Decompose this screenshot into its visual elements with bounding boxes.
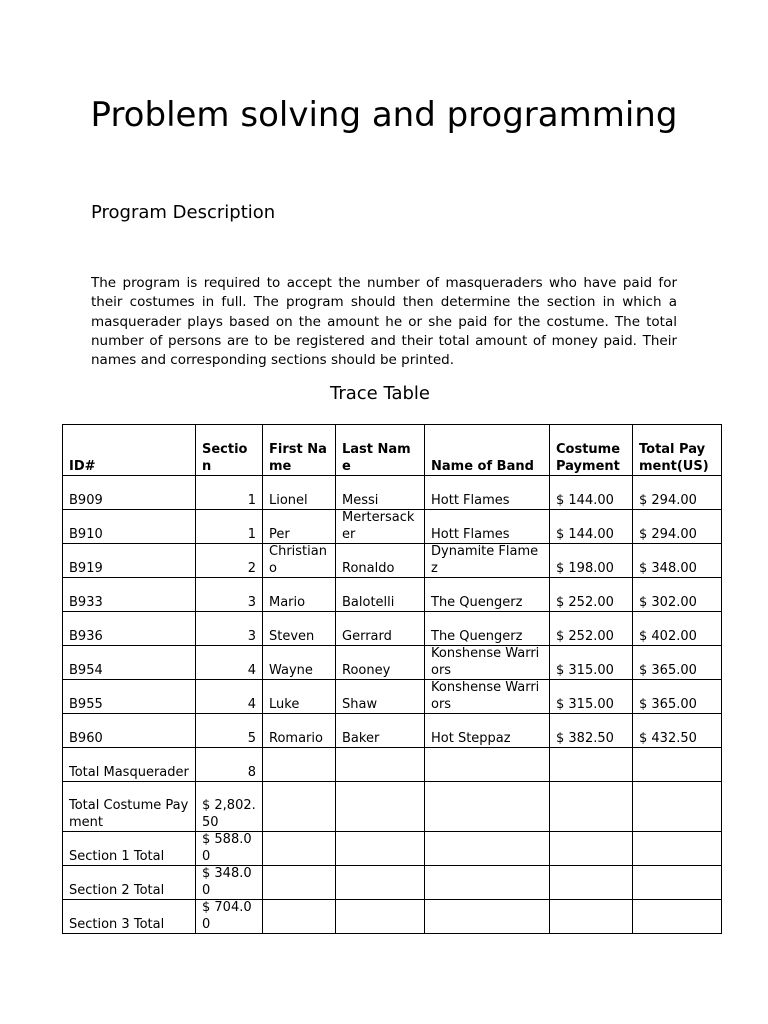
table-cell: 1 (196, 476, 263, 510)
table-cell: $ 252.00 (550, 612, 633, 646)
summary-cell: $ 588.00 (196, 832, 263, 866)
document-title: Problem solving and programming (90, 95, 678, 135)
table-cell: $ 294.00 (633, 476, 722, 510)
table-cell: Mario (263, 578, 336, 612)
table-cell: Luke (263, 680, 336, 714)
table-cell: $ 302.00 (633, 578, 722, 612)
table-row (63, 646, 722, 680)
table-cell: $ 144.00 (550, 510, 633, 544)
program-description: The program is required to accept the number of masqueraders who have paid for their costumes in full. The program should then determine the section in which a masquerader plays based on the amount he or she paid for the costume. The total number of persons are to be registered and their total amount of money paid. Their names and corresponding sections should be printed. (91, 275, 677, 369)
header-cell: Last Name (336, 425, 425, 476)
empty-cell (633, 748, 722, 782)
summary-row (63, 832, 722, 866)
table-cell: 4 (196, 680, 263, 714)
table-cell: 1 (196, 510, 263, 544)
empty-cell (263, 832, 336, 866)
table-cell: $ 252.00 (550, 578, 633, 612)
header-cell: First Name (263, 425, 336, 476)
table-cell: Steven (263, 612, 336, 646)
table-cell: Hot Steppaz (425, 714, 550, 748)
table-cell: Messi (336, 476, 425, 510)
empty-cell (550, 832, 633, 866)
table-cell: Ronaldo (336, 544, 425, 578)
empty-cell (550, 748, 633, 782)
table-cell: $ 315.00 (550, 680, 633, 714)
summary-cell: $ 348.00 (196, 866, 263, 900)
summary-row (63, 782, 722, 832)
empty-cell (425, 900, 550, 934)
table-row (63, 510, 722, 544)
empty-cell (550, 900, 633, 934)
table-cell: Dynamite Flamez (425, 544, 550, 578)
summary-cell: Total Costume Payment (63, 782, 196, 832)
header-cell: Total Payment(US) (633, 425, 722, 476)
empty-cell (425, 832, 550, 866)
table-cell: Hott Flames (425, 476, 550, 510)
empty-cell (263, 782, 336, 832)
table-cell: 5 (196, 714, 263, 748)
table-cell: Per (263, 510, 336, 544)
table-cell: 3 (196, 612, 263, 646)
summary-cell: Section 3 Total (63, 900, 196, 934)
table-cell: The Quengerz (425, 612, 550, 646)
table-cell: Balotelli (336, 578, 425, 612)
empty-cell (633, 782, 722, 832)
table-row (63, 612, 722, 646)
table-cell: Romario (263, 714, 336, 748)
table-cell: B954 (63, 646, 196, 680)
empty-cell (425, 748, 550, 782)
empty-cell (336, 866, 425, 900)
summary-row (63, 866, 722, 900)
header-cell: Name of Band (425, 425, 550, 476)
table-cell: $ 365.00 (633, 646, 722, 680)
table-cell: $ 402.00 (633, 612, 722, 646)
table-cell: B919 (63, 544, 196, 578)
table-row (63, 544, 722, 578)
header-cell: Costume Payment (550, 425, 633, 476)
summary-row (63, 900, 722, 934)
summary-cell: Section 2 Total (63, 866, 196, 900)
summary-row (63, 748, 722, 782)
table-cell: Mertersacker (336, 510, 425, 544)
table-cell: Lionel (263, 476, 336, 510)
table-cell: Hott Flames (425, 510, 550, 544)
empty-cell (336, 900, 425, 934)
table-row (63, 578, 722, 612)
header-cell: ID# (63, 425, 196, 476)
table-cell: $ 315.00 (550, 646, 633, 680)
table-title: Trace Table (329, 383, 431, 404)
empty-cell (550, 866, 633, 900)
table-cell: B955 (63, 680, 196, 714)
empty-cell (336, 832, 425, 866)
summary-cell: $ 2,802.50 (196, 782, 263, 832)
table-cell: $ 365.00 (633, 680, 722, 714)
table-cell: B933 (63, 578, 196, 612)
table-cell: Konshense Warriors (425, 680, 550, 714)
summary-cell: $ 704.00 (196, 900, 263, 934)
table-cell: The Quengerz (425, 578, 550, 612)
summary-cell: 8 (196, 748, 263, 782)
table-row (63, 680, 722, 714)
table-header-row (63, 425, 722, 476)
table-cell: $ 144.00 (550, 476, 633, 510)
table-cell: Wayne (263, 646, 336, 680)
table-cell: $ 348.00 (633, 544, 722, 578)
empty-cell (425, 782, 550, 832)
summary-cell: Total Masquerader (63, 748, 196, 782)
table-cell: $ 432.50 (633, 714, 722, 748)
table-cell: 4 (196, 646, 263, 680)
empty-cell (263, 900, 336, 934)
table-cell: 2 (196, 544, 263, 578)
table-cell: B909 (63, 476, 196, 510)
table-row (63, 476, 722, 510)
empty-cell (336, 748, 425, 782)
empty-cell (336, 782, 425, 832)
empty-cell (633, 866, 722, 900)
empty-cell (263, 866, 336, 900)
empty-cell (550, 782, 633, 832)
table-cell: Shaw (336, 680, 425, 714)
table-cell: Gerrard (336, 612, 425, 646)
section-heading: Program Description (91, 202, 276, 223)
empty-cell (425, 866, 550, 900)
table-cell: $ 294.00 (633, 510, 722, 544)
table-row (63, 714, 722, 748)
trace-table (62, 424, 722, 934)
table-cell: B910 (63, 510, 196, 544)
table-cell: $ 382.50 (550, 714, 633, 748)
table-cell: B936 (63, 612, 196, 646)
empty-cell (633, 832, 722, 866)
table-cell: $ 198.00 (550, 544, 633, 578)
empty-cell (633, 900, 722, 934)
table-cell: B960 (63, 714, 196, 748)
table-cell: 3 (196, 578, 263, 612)
table-cell: Baker (336, 714, 425, 748)
table-cell: Rooney (336, 646, 425, 680)
summary-cell: Section 1 Total (63, 832, 196, 866)
header-cell: Section (196, 425, 263, 476)
table-cell: Konshense Warriors (425, 646, 550, 680)
table-cell: Christiano (263, 544, 336, 578)
empty-cell (263, 748, 336, 782)
